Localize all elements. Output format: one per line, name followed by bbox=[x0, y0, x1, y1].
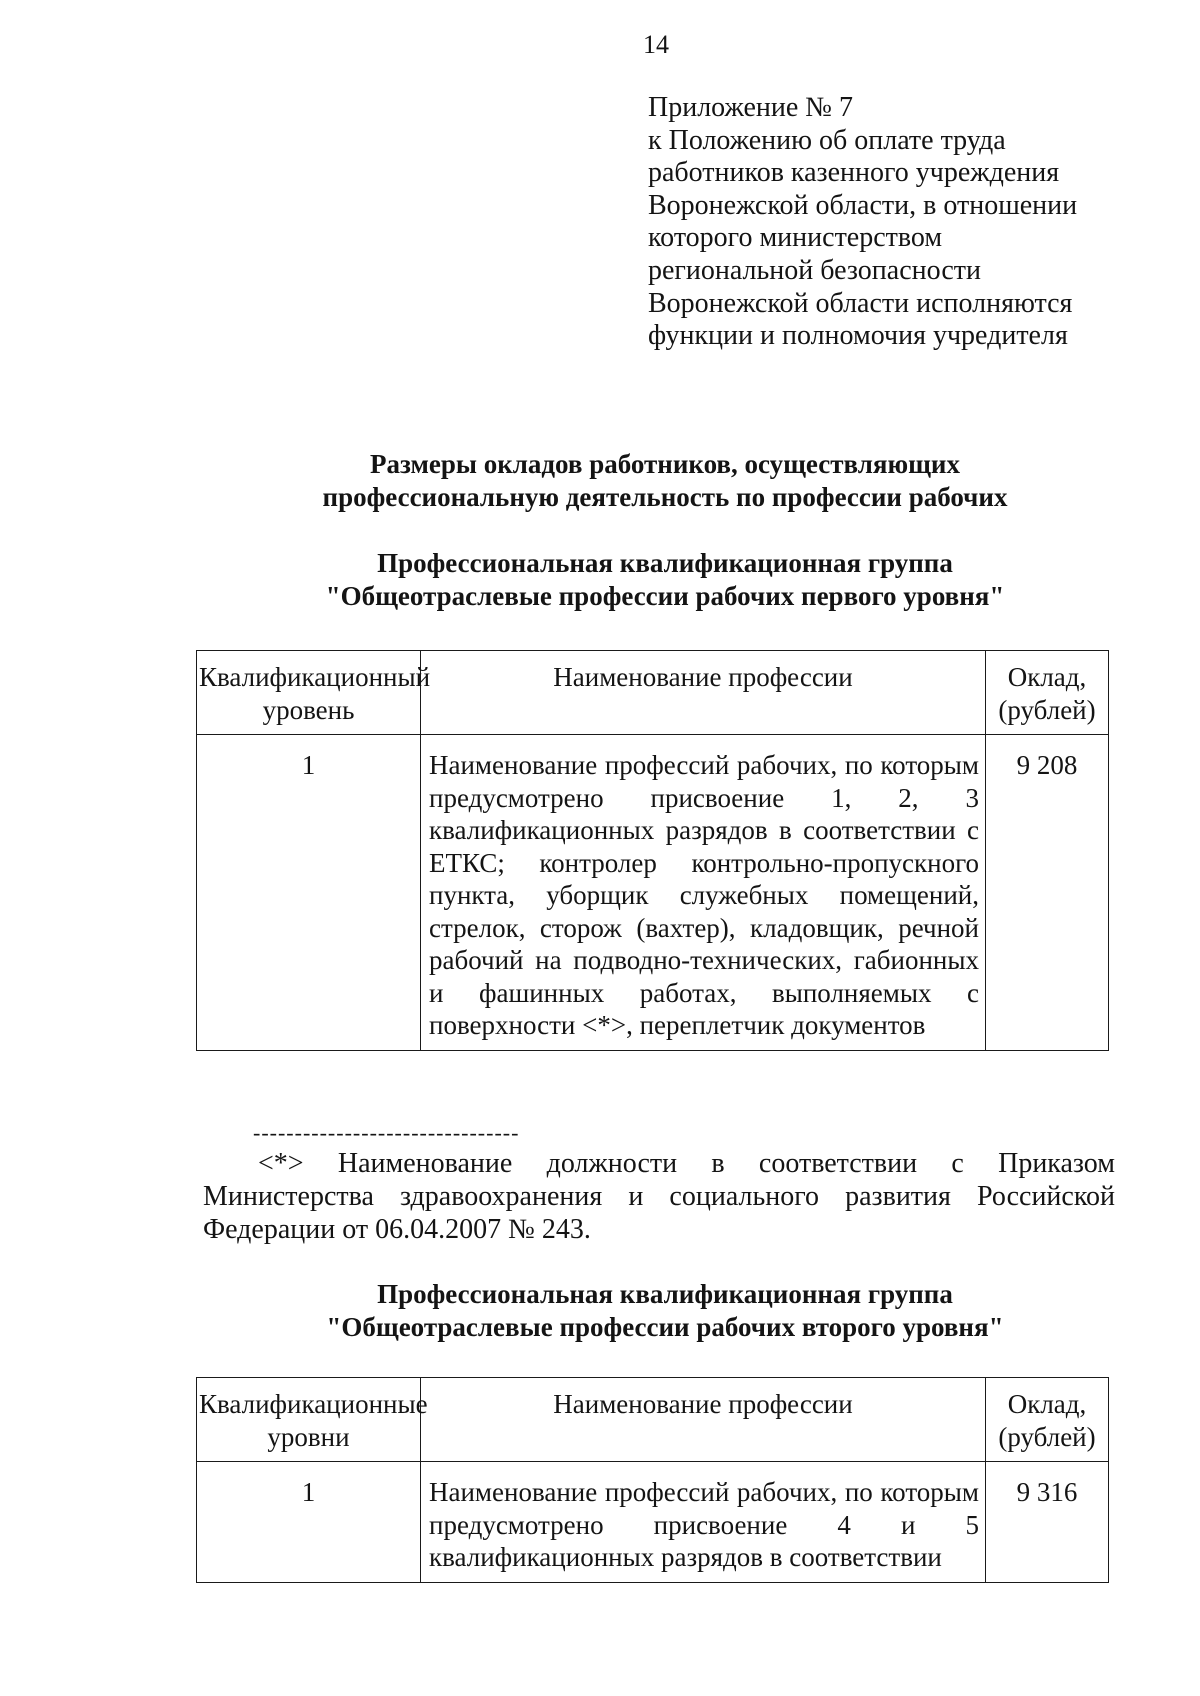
footnote-text: <*> Наименование должности в соответствии с Приказом Министерства здравоохранения и социального развития Российской Федерации от 06.04.2007 № 243. bbox=[203, 1148, 1115, 1245]
header-profession-name: Наименование профессии bbox=[421, 1378, 986, 1462]
footnote-separator: -------------------------------- bbox=[253, 1120, 520, 1145]
document-title bbox=[0, 448, 1200, 514]
table-header-row bbox=[197, 651, 1109, 735]
group-heading-line: "Общеотраслевые профессии рабочих первого уровня" bbox=[325, 581, 1005, 611]
group-heading-line: Профессиональная квалификационная группа bbox=[377, 1279, 953, 1309]
page-number: 14 bbox=[643, 30, 669, 59]
group-heading-line: "Общеотраслевые профессии рабочих второго уровня" bbox=[326, 1312, 1004, 1342]
cell-salary: 9 208 bbox=[986, 735, 1109, 1051]
group1-heading bbox=[0, 547, 1200, 613]
cell-level: 1 bbox=[197, 735, 421, 1051]
cell-salary: 9 316 bbox=[986, 1462, 1109, 1583]
title-line: Размеры окладов работников, осуществляющих bbox=[370, 449, 960, 479]
appendix-header bbox=[648, 92, 1168, 353]
group2-salary-table bbox=[196, 1377, 1109, 1583]
header-salary: Оклад, (рублей) bbox=[986, 651, 1109, 735]
cell-level: 1 bbox=[197, 1462, 421, 1583]
group2-heading bbox=[0, 1278, 1200, 1344]
cell-profession-name: Наименование профессий рабочих, по которым предусмотрено присвоение 1, 2, 3 квалификационных разрядов в соответствии с ЕТКС; контролер контрольно-пропускного пункта, уборщик служебных помещений, стрелок, сторож (вахтер), кладовщик, речной рабочий на подводно-технических, габионных и фашинных работах, выполняемых с поверхности <*>, переплетчик документов bbox=[421, 735, 986, 1051]
cell-profession-name: Наименование профессий рабочих, по которым предусмотрено присвоение 4 и 5 квалификационных разрядов в соответствии bbox=[421, 1462, 986, 1583]
appendix-line: функции и полномочия учредителя bbox=[648, 320, 1068, 352]
appendix-line: Приложение № 7 bbox=[648, 92, 853, 123]
title-line: профессиональную деятельность по профессии рабочих bbox=[322, 482, 1008, 512]
appendix-line: к Положению об оплате труда bbox=[648, 124, 1006, 156]
group-heading-line: Профессиональная квалификационная группа bbox=[377, 548, 953, 578]
table-row bbox=[197, 1462, 1109, 1583]
header-profession-name: Наименование профессии bbox=[421, 651, 986, 735]
appendix-line: которого министерством bbox=[648, 222, 943, 254]
header-qualification-level: Квалификационные уровни bbox=[197, 1378, 421, 1462]
group1-salary-table bbox=[196, 650, 1109, 1051]
appendix-line: Воронежской области исполняются bbox=[648, 287, 1073, 319]
header-salary: Оклад, (рублей) bbox=[986, 1378, 1109, 1462]
table-header-row bbox=[197, 1378, 1109, 1462]
header-qualification-level: Квалификационный уровень bbox=[197, 651, 421, 735]
appendix-line: работников казенного учреждения bbox=[648, 157, 1060, 189]
appendix-line: Воронежской области, в отношении bbox=[648, 189, 1078, 221]
appendix-line: региональной безопасности bbox=[648, 254, 981, 286]
table-row bbox=[197, 735, 1109, 1051]
